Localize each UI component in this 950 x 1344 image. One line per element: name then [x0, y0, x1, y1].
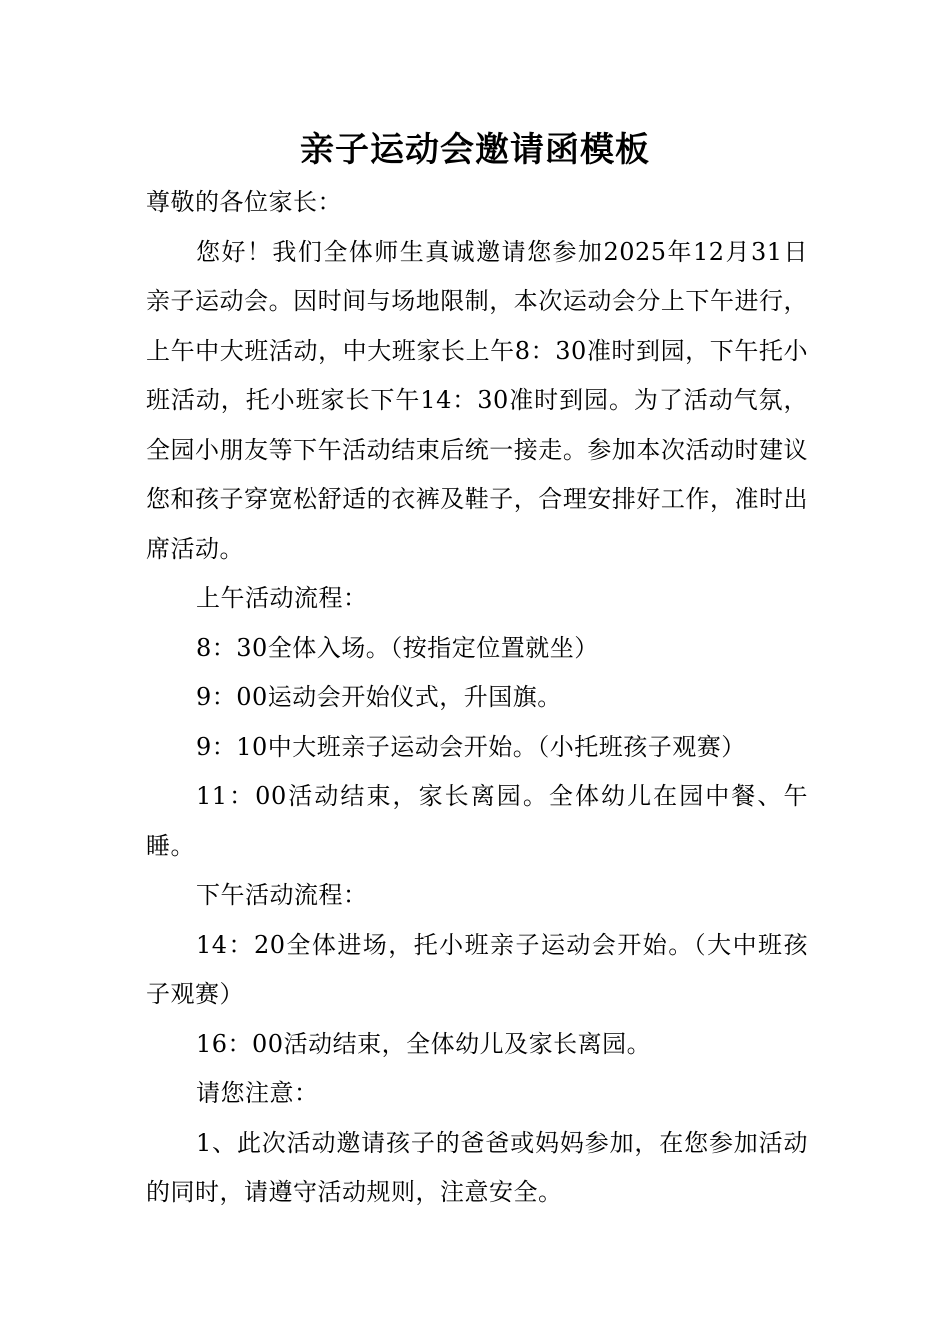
- heading-afternoon-schedule: 下午活动流程：: [196, 881, 368, 909]
- heading-notes: 请您注意：: [196, 1079, 319, 1107]
- schedule-item: 8：30全体入场。（按指定位置就坐）: [196, 633, 599, 662]
- schedule-item: 14：20全体进场，托小班亲子运动会开始。（大中班孩子观赛）: [146, 930, 808, 1008]
- document-title: 亲子运动会邀请函模板: [300, 130, 650, 170]
- schedule-item: 16：00活动结束，全体幼儿及家长离园。: [196, 1029, 652, 1058]
- note-item: 1、此次活动邀请孩子的爸爸或妈妈参加，在您参加活动的同时，请遵守活动规则，注意安全。: [146, 1128, 808, 1206]
- schedule-item: 11：00活动结束，家长离园。全体幼儿在园中餐、午睡。: [146, 782, 808, 860]
- document-body: [146, 178, 808, 1218]
- schedule-item: 9：00运动会开始仪式，升国旗。: [196, 683, 562, 711]
- salutation: 尊敬的各位家长：: [146, 188, 342, 216]
- schedule-item: 9：10中大班亲子运动会开始。（小托班孩子观赛）: [196, 732, 746, 761]
- paragraph-invitation: 您好！我们全体师生真诚邀请您参加2025年12月31日亲子运动会。因时间与场地限制，本次运动会分上下午进行，上午中大班活动，中大班家长上午8：30准时到园，下午托小班活动，托小班家长下午14：30准时到园。为了活动气氛，全园小朋友等下午活动结束后统一接走。参加本次活动时建议您和孩子穿宽松舒适的衣裤及鞋子，合理安排好工作，准时出席活动。: [146, 237, 808, 563]
- heading-morning-schedule: 上午活动流程：: [196, 584, 368, 612]
